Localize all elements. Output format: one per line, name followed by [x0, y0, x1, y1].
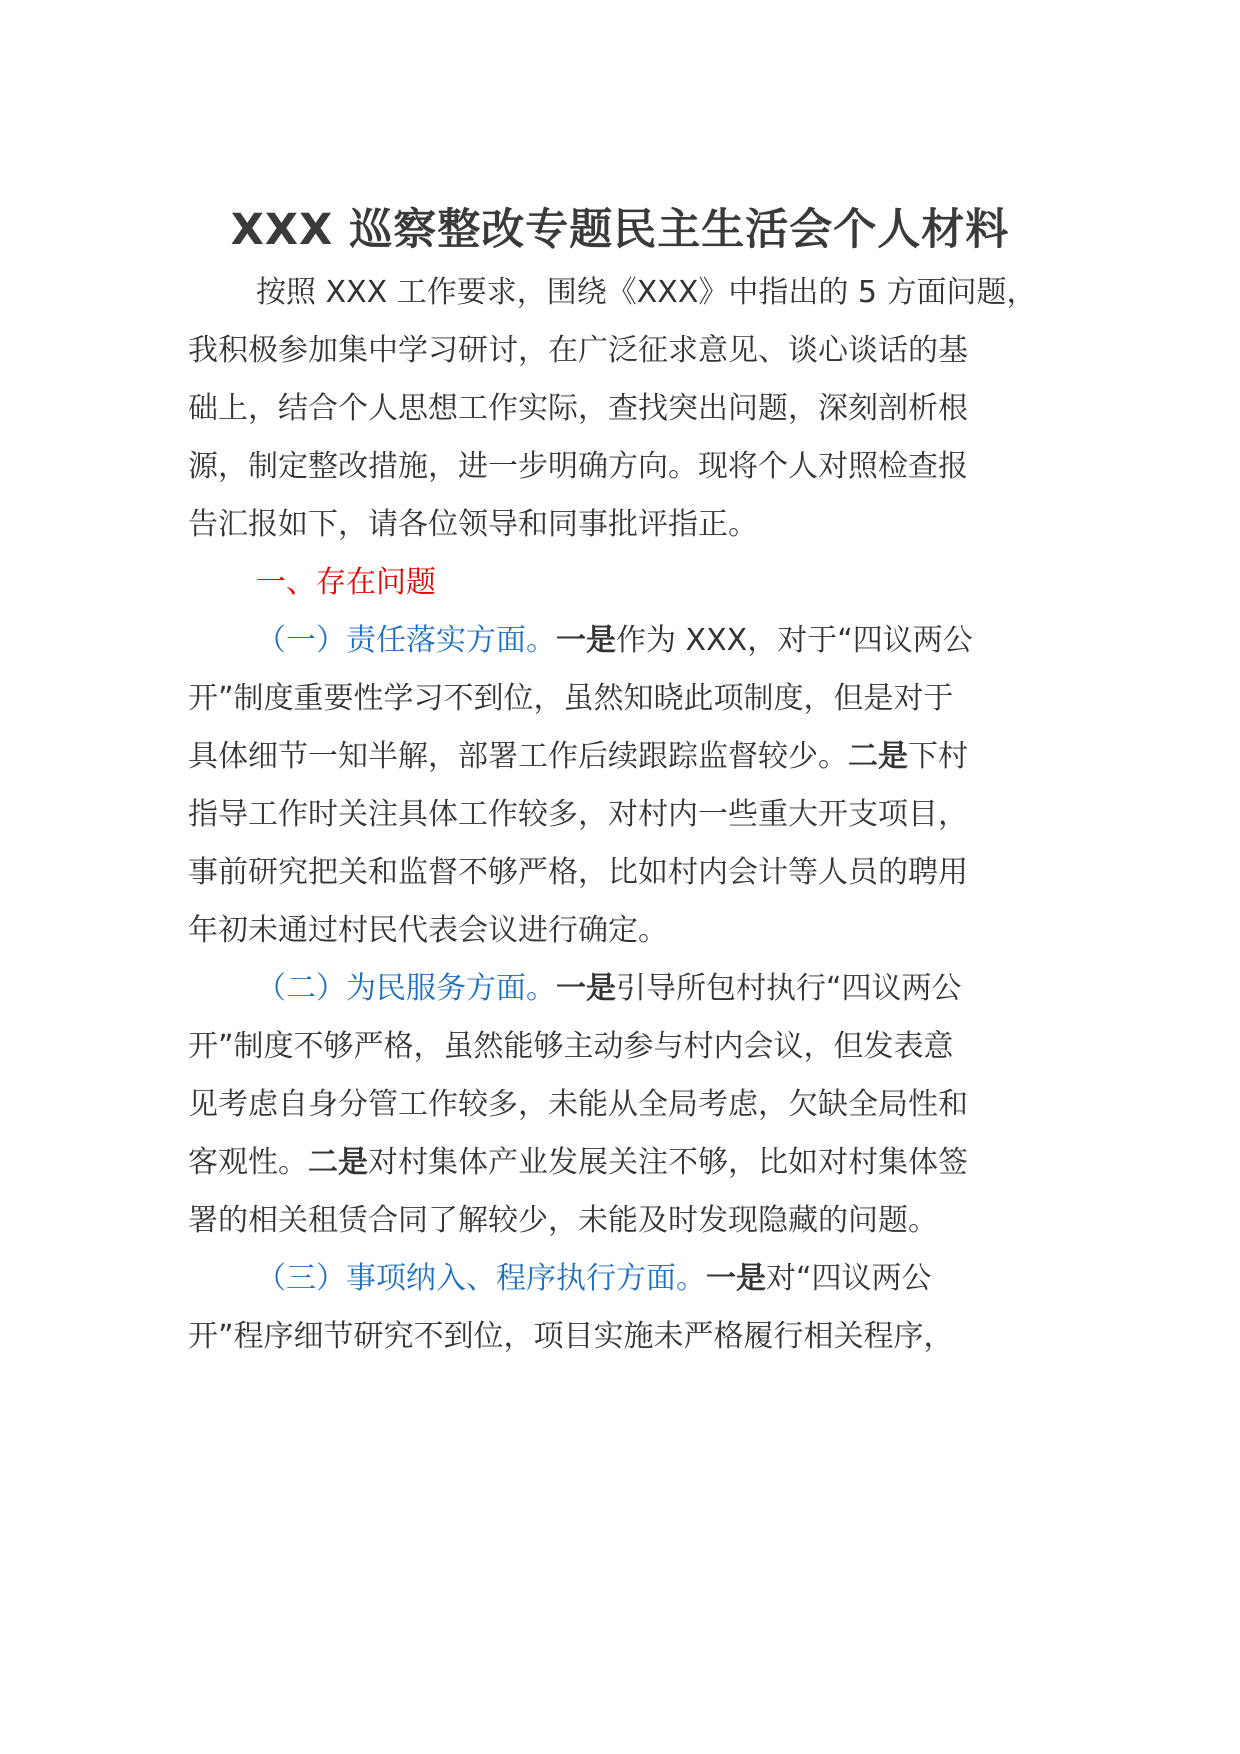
sub3-lead-1: 一是: [706, 1261, 766, 1296]
sub2-line-1-text: 引导所包村执行“四议两公: [616, 971, 962, 1006]
sub2-lead-2: 二是: [308, 1145, 368, 1180]
intro-line-1: 按照 XXX 工作要求，围绕《XXX》中指出的 5 方面问题，: [256, 275, 1037, 310]
document-title: XXX 巡察整改专题民主生活会个人材料: [230, 205, 1010, 255]
sub1-line-1: [256, 621, 973, 661]
sub1-line-1-text: 作为 XXX，对于“四议两公: [616, 623, 973, 658]
sub3-heading: （三）事项纳入、程序执行方面。: [256, 1261, 706, 1296]
sub2-line-1: [256, 969, 962, 1009]
section-heading: 一、存在问题: [256, 565, 436, 600]
intro-line-4: 源，制定整改措施，进一步明确方向。现将个人对照检查报: [188, 449, 968, 484]
intro-line-5: 告汇报如下，请各位领导和同事批评指正。: [188, 507, 758, 542]
sub2-line-3: 见考虑自身分管工作较多，未能从全局考虑，欠缺全局性和: [188, 1087, 968, 1122]
sub1-heading: （一）责任落实方面。: [256, 623, 556, 658]
sub2-lead-1: 一是: [556, 971, 616, 1006]
sub2-line-5: 署的相关租赁合同了解较少，未能及时发现隐藏的问题。: [188, 1203, 938, 1238]
sub1-line-5: 事前研究把关和监督不够严格，比如村内会计等人员的聘用: [188, 855, 968, 890]
sub1-line-2: 开”制度重要性学习不到位，虽然知晓此项制度，但是对于: [188, 681, 954, 716]
sub3-line-2: 开”程序细节研究不到位，项目实施未严格履行相关程序，: [188, 1319, 954, 1354]
sub3-line-1: [256, 1259, 932, 1299]
sub2-line-2: 开”制度不够严格，虽然能够主动参与村内会议，但发表意: [188, 1029, 954, 1064]
sub1-line-3: [188, 737, 968, 777]
sub1-line-3-text: 具体细节一知半解，部署工作后续跟踪监督较少。: [188, 739, 848, 774]
sub1-line-4: 指导工作时关注具体工作较多，对村内一些重大开支项目，: [188, 797, 968, 832]
sub1-lead-2: 二是: [848, 739, 908, 774]
intro-line-3: 础上，结合个人思想工作实际，查找突出问题，深刻剖析根: [188, 391, 968, 426]
sub3-line-1-text: 对“四议两公: [766, 1261, 932, 1296]
sub2-line-4-text: 客观性。: [188, 1145, 308, 1180]
intro-line-2: 我积极参加集中学习研讨，在广泛征求意见、谈心谈话的基: [188, 333, 968, 368]
sub1-line-6: 年初未通过村民代表会议进行确定。: [188, 913, 668, 948]
sub2-line-4-tail: 对村集体产业发展关注不够，比如对村集体签: [368, 1145, 968, 1180]
sub1-lead-1: 一是: [556, 623, 616, 658]
sub2-heading: （二）为民服务方面。: [256, 971, 556, 1006]
sub2-line-4: [188, 1143, 968, 1183]
sub1-line-3-tail: 下村: [908, 739, 968, 774]
